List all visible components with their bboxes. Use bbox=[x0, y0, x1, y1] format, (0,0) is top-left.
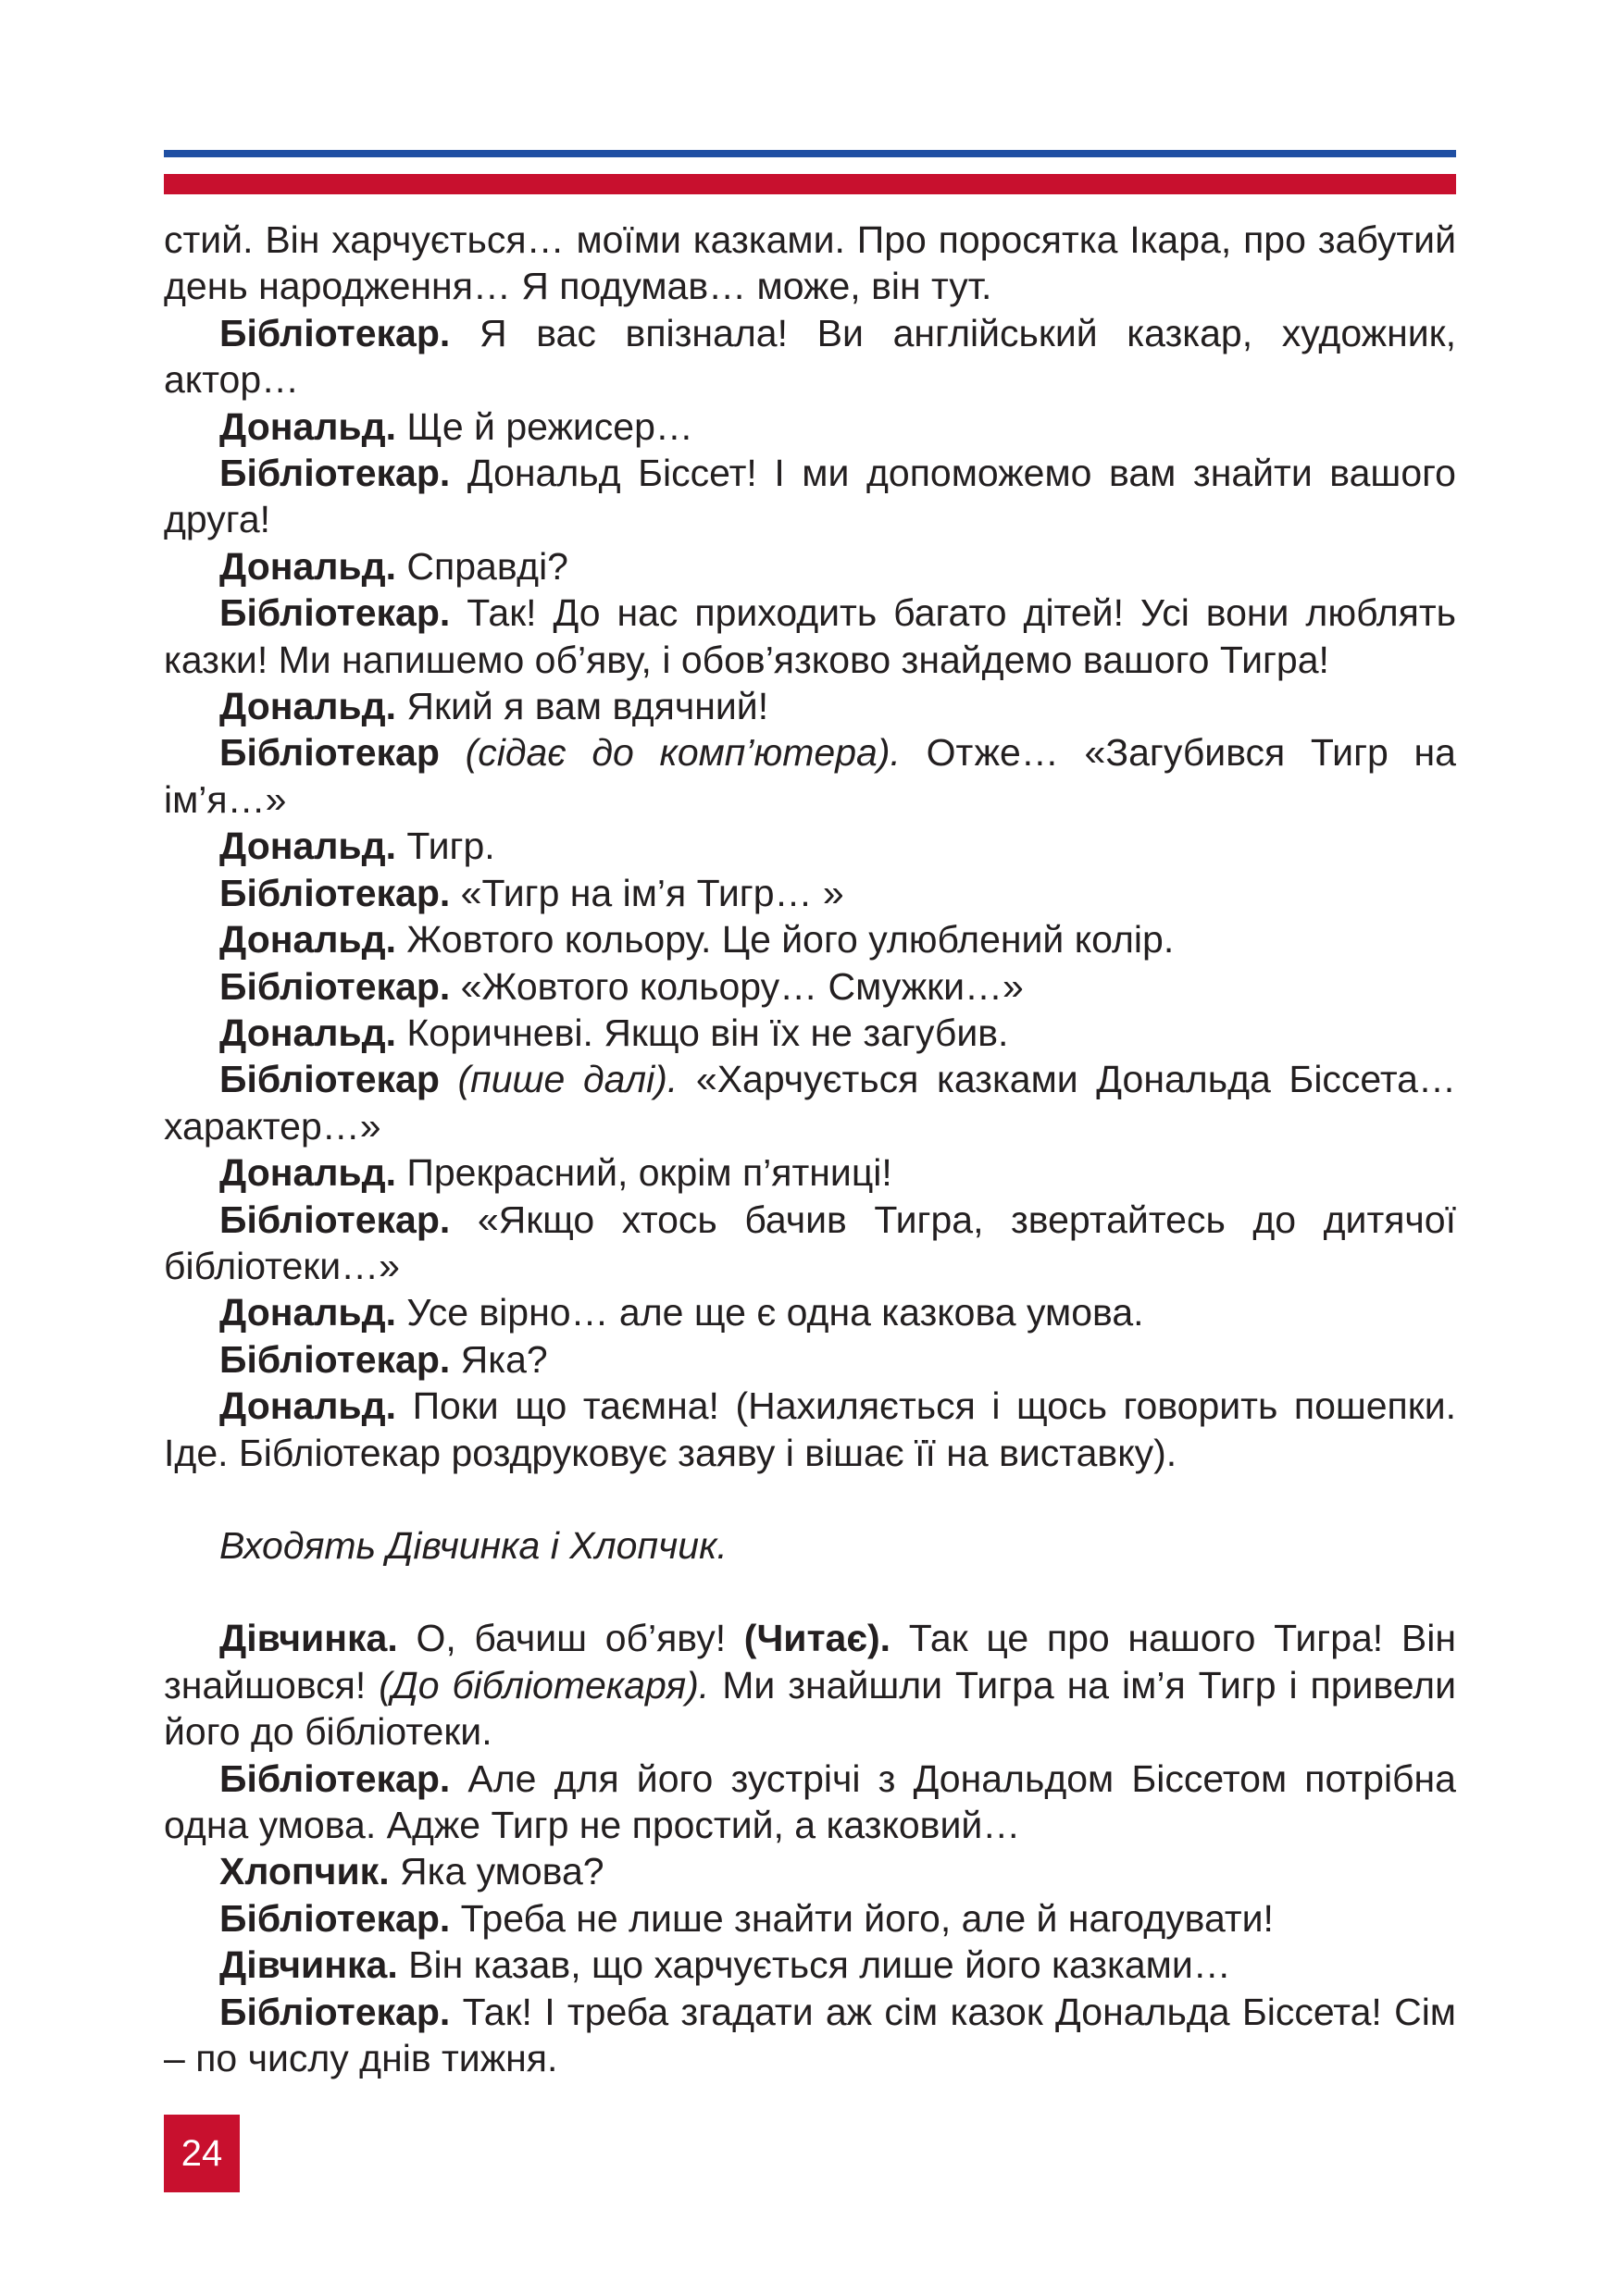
speaker-name: Бібліотекар. bbox=[219, 871, 451, 914]
dialogue-line bbox=[164, 450, 1456, 543]
dialogue-line bbox=[164, 870, 1456, 916]
speaker-name: Бібліотекар bbox=[219, 1058, 440, 1101]
dialogue-line bbox=[164, 1289, 1456, 1335]
dialogue-line bbox=[164, 1336, 1456, 1383]
line-text: «Харчується казками Дональда Біссета… характер…» bbox=[164, 1058, 1456, 1148]
line-text: Так! І треба згадати аж сім казок Дональда Біссета! Сім – по числу днів тижня. bbox=[164, 1990, 1456, 2080]
dialogue-line bbox=[164, 543, 1456, 590]
line-text: Ми знайшли Тигра на ім’я Тигр і привели його до бібліотеки. bbox=[164, 1663, 1456, 1754]
dialogue-line bbox=[164, 1895, 1456, 1942]
speaker-name: Бібліотекар. bbox=[219, 1337, 451, 1381]
line-text: Отже… «Загубився Тигр на ім’я…» bbox=[164, 731, 1456, 821]
dialogue-line bbox=[164, 963, 1456, 1010]
line-text: «Тигр на ім’я Тигр… » bbox=[460, 871, 844, 914]
dialogue-line bbox=[164, 1149, 1456, 1196]
line-text: Але для його зустрічі з Дональдом Біссетом потрібна одна умова. Адже Тигр не простий, а казковий… bbox=[164, 1756, 1456, 1846]
dialogue-line bbox=[164, 683, 1456, 729]
stage-note: (сідає до комп’ютера). bbox=[465, 731, 901, 775]
line-text: «Якщо хтось бачив Тигра, звертайтесь до дитячої бібліотеки…» bbox=[164, 1198, 1456, 1287]
dialogue-line bbox=[164, 1383, 1456, 1476]
dialogue-line bbox=[164, 403, 1456, 450]
dialogue-line bbox=[164, 1010, 1456, 1056]
speaker-name: Дональд. bbox=[219, 1151, 396, 1195]
speaker-name: Бібліотекар. bbox=[219, 964, 451, 1008]
bold-direction: (Читає). bbox=[743, 1617, 891, 1660]
line-text: Коричневі. Якщо він їх не загубив. bbox=[406, 1011, 1009, 1054]
line-text: Ще й режисер… bbox=[406, 404, 693, 448]
line-text: Він казав, що харчується лише його казками… bbox=[408, 1943, 1231, 1987]
line-text: Так це про нашого Тигра! Він знайшовся! bbox=[164, 1617, 1456, 1706]
dialogue-line bbox=[164, 729, 1456, 823]
speaker-name: Дональд. bbox=[219, 825, 396, 868]
speaker-name: Бібліотекар. bbox=[219, 1896, 451, 1940]
speaker-name: Бібліотекар. bbox=[219, 1990, 451, 2033]
line-text: Справді? bbox=[406, 544, 568, 588]
speaker-name: Дональд. bbox=[219, 1011, 396, 1054]
speaker-name: Дональд. bbox=[219, 544, 396, 588]
top-rule-blue bbox=[164, 150, 1456, 157]
play-text bbox=[164, 217, 1456, 2081]
speaker-name: Бібліотекар. bbox=[219, 1198, 451, 1241]
line-text: Яка? bbox=[460, 1337, 548, 1381]
line-text: Дональд Біссет! І ми допоможемо вам знайти вашого друга! bbox=[164, 452, 1456, 541]
speaker-name: Дональд. bbox=[219, 1384, 396, 1428]
dialogue-line bbox=[164, 1942, 1456, 1988]
line-text: Так! До нас приходить багато дітей! Усі вони люблять казки! Ми напишемо об’яву, і обов’язково знайдемо вашого Тигра! bbox=[164, 591, 1456, 681]
speaker-name: Бібліотекар. bbox=[219, 591, 451, 635]
line-text: О, бачиш об’яву! bbox=[416, 1617, 727, 1660]
speaker-name: Дональд. bbox=[219, 918, 396, 962]
line-text: Який я вам вдячний! bbox=[406, 685, 769, 728]
dialogue-line bbox=[164, 1197, 1456, 1290]
line-text: Треба не лише знайти його, але й нагодувати! bbox=[460, 1896, 1274, 1940]
stage-note: (До бібліотекаря). bbox=[379, 1663, 710, 1706]
line-text: Яка умова? bbox=[400, 1850, 604, 1893]
dialogue-line bbox=[164, 1056, 1456, 1149]
dialogue-line bbox=[164, 1989, 1456, 2082]
speaker-name: Хлопчик. bbox=[219, 1850, 390, 1893]
speaker-name: Бібліотекар. bbox=[219, 311, 451, 354]
dialogue-line bbox=[164, 310, 1456, 403]
dialogue-line bbox=[164, 823, 1456, 869]
dialogue-block-1 bbox=[164, 217, 1456, 1476]
speaker-name: Бібліотекар bbox=[219, 731, 440, 775]
dialogue-line bbox=[164, 1848, 1456, 1894]
speaker-name: Дівчинка. bbox=[219, 1943, 398, 1987]
dialogue-line bbox=[164, 217, 1456, 310]
speaker-name: Бібліотекар. bbox=[219, 452, 451, 495]
line-text: Я вас впізнала! Ви англійський казкар, художник, актор… bbox=[164, 311, 1456, 402]
line-text: «Жовтого кольору… Смужки…» bbox=[460, 964, 1024, 1008]
line-text: Усе вірно… але ще є одна казкова умова. bbox=[406, 1291, 1144, 1334]
dialogue-line bbox=[164, 1756, 1456, 1849]
girl-line bbox=[164, 1615, 1456, 1755]
stage-direction: Входять Дівчинка і Хлопчик. bbox=[219, 1523, 728, 1567]
dialogue-line bbox=[164, 590, 1456, 683]
speaker-name: Бібліотекар. bbox=[219, 1756, 451, 1800]
speaker-name: Дональд. bbox=[219, 685, 396, 728]
speaker-name: Дональд. bbox=[219, 1291, 396, 1334]
line-text: Тигр. bbox=[406, 825, 495, 868]
line-text: стий. Він харчується… моїми казками. Про поросятка Ікара, про забутий день народження… Я подумав… може, він тут. bbox=[164, 218, 1456, 308]
stage-note: (пише далі). bbox=[457, 1058, 679, 1101]
top-rule-red bbox=[164, 174, 1456, 194]
speaker-name: Дівчинка. bbox=[219, 1617, 398, 1660]
speaker-name: Дональд. bbox=[219, 404, 396, 448]
dialogue-line bbox=[164, 916, 1456, 962]
line-text: Поки що таємна! (Нахиляється і щось говорить пошепки. Іде. Бібліотекар роздруковує заяву і вішає її на виставку). bbox=[164, 1384, 1456, 1474]
line-text: Прекрасний, окрім п’ятниці! bbox=[406, 1151, 892, 1195]
page-number-badge: 24 bbox=[164, 2115, 240, 2192]
dialogue-block-2 bbox=[164, 1756, 1456, 2082]
line-text: Жовтого кольору. Це його улюблений колір. bbox=[406, 918, 1175, 962]
